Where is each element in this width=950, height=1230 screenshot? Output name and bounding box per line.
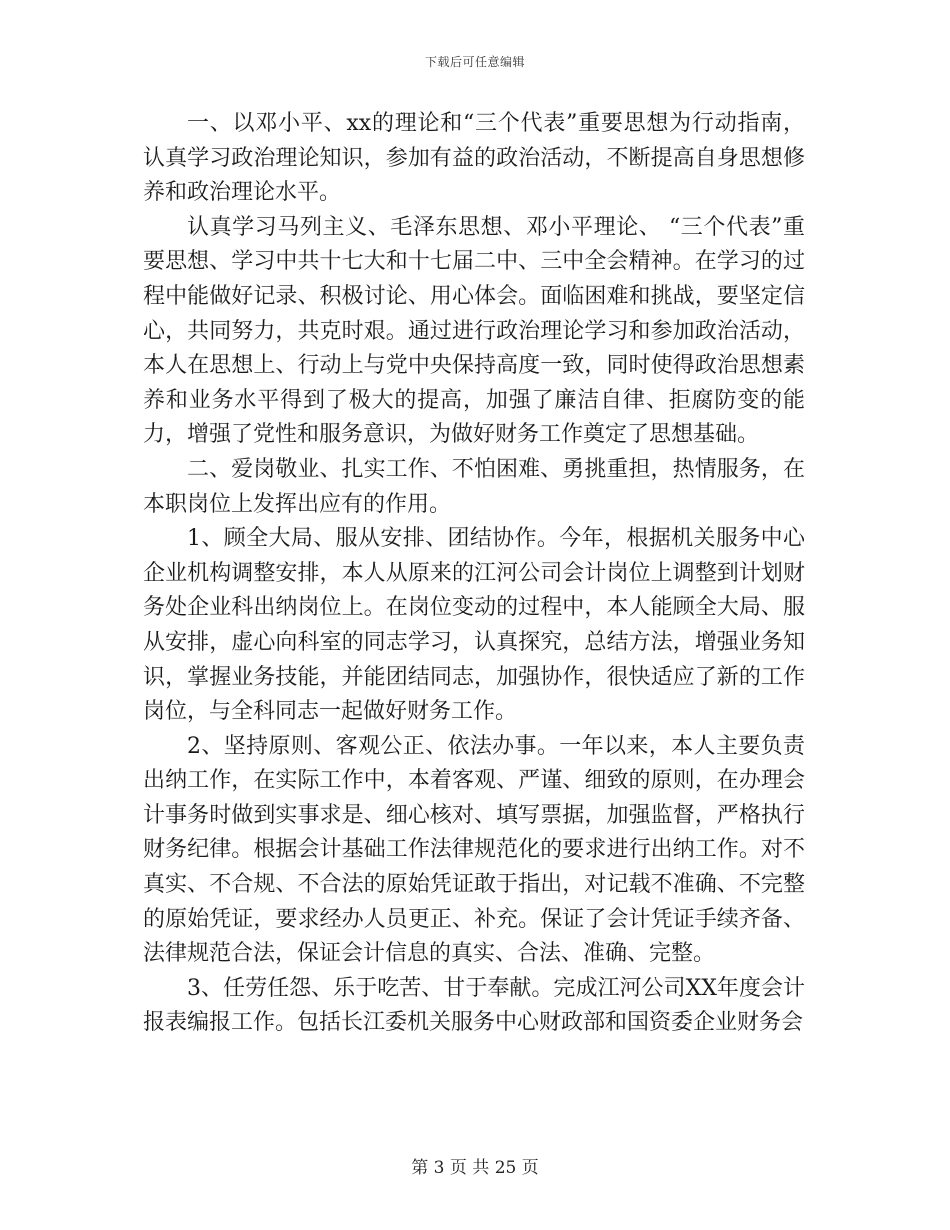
document-body bbox=[143, 107, 805, 1041]
paragraph: 2、坚持原则、客观公正、依法办事。一年以来，本人主要负责出纳工作，在实际工作中，本着客观、严谨、细致的原则，在办理会计事务时做到实事求是、细心核对、填写票据，加强监督，严格执行财务纪律。根据会计基础工作法律规范化的要求进行出纳工作。对不真实、不合规、不合法的原始凭证敢于指出，对记载不准确、不完整的原始凭证，要求经办人员更正、补充。保证了会计凭证手续齐备、法律规范合法，保证会计信息的真实、合法、准确、完整。 bbox=[143, 733, 805, 967]
paragraph: 二、爱岗敬业、扎实工作、不怕困难、勇挑重担，热情服务，在本职岗位上发挥出应有的作用。 bbox=[143, 456, 805, 517]
page-footer: 第 3 页 共 25 页 bbox=[411, 1158, 539, 1178]
paragraph: 3、任劳任怨、乐于吃苦、甘于奉献。完成江河公司XX年度会计报表编报工作。包括长江委机关服务中心财政部和国资委企业财务会 bbox=[143, 975, 805, 1036]
paragraph: 认真学习马列主义、毛泽东思想、邓小平理论、 “三个代表”重要思想、学习中共十七大和十七届二中、三中全会精神。在学习的过程中能做好记录、积极讨论、用心体会。面临困难和挑战，要坚定信心，共同努力，共克时艰。通过进行政治理论学习和参加政治活动，本人在思想上、行动上与党中央保持高度一致，同时使得政治思想素养和业务水平得到了极大的提高，加强了廉洁自律、拒腐防变的能力，增强了党性和服务意识，为做好财务工作奠定了思想基础。 bbox=[143, 214, 805, 448]
paragraph: 1、顾全大局、服从安排、团结协作。今年，根据机关服务中心企业机构调整安排，本人从原来的江河公司会计岗位上调整到计划财务处企业科出纳岗位上。在岗位变动的过程中，本人能顾全大局、服从安排，虚心向科室的同志学习，认真探究，总结方法，增强业务知识，掌握业务技能，并能团结同志，加强协作，很快适应了新的工作岗位，与全科同志一起做好财务工作。 bbox=[143, 526, 805, 725]
paragraph: 一、以邓小平、xx的理论和“三个代表”重要思想为行动指南，认真学习政治理论知识，参加有益的政治活动，不断提高自身思想修养和政治理论水平。 bbox=[143, 111, 805, 206]
page-header: 下载后可任意编辑 bbox=[424, 55, 525, 69]
